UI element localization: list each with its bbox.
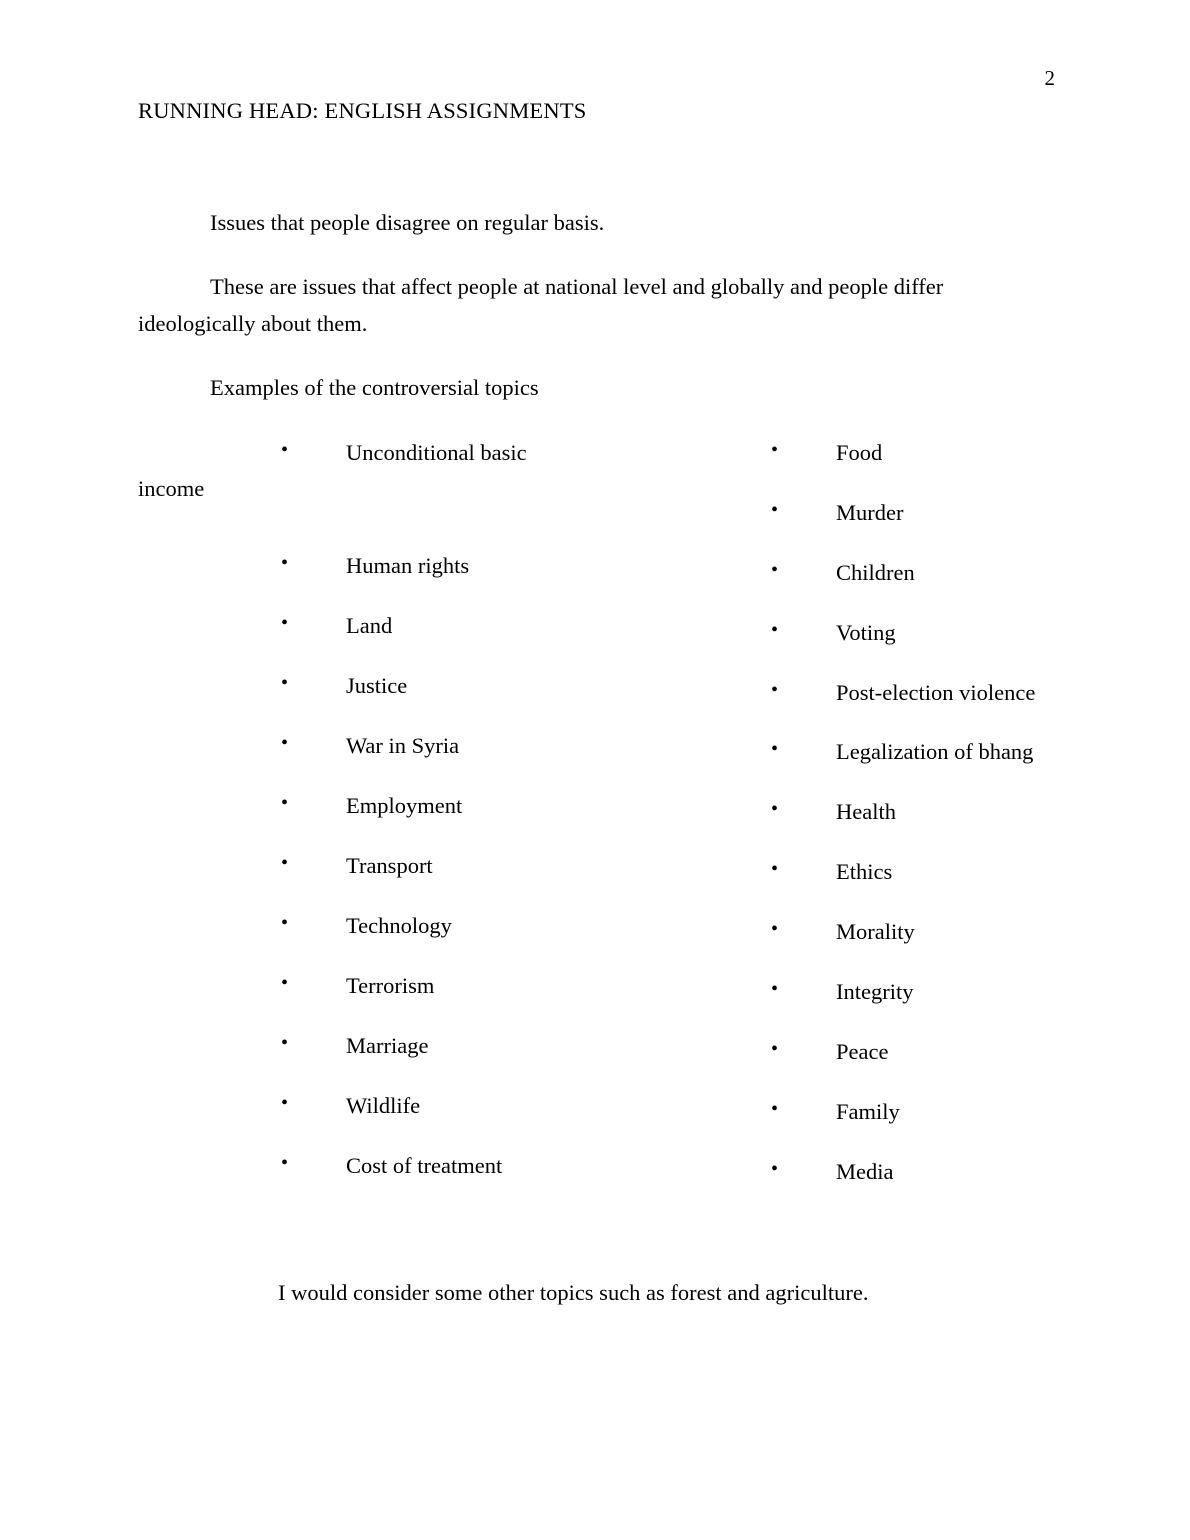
list-item-label: Justice — [346, 673, 408, 699]
bullet-icon: • — [281, 851, 289, 874]
bullet-icon: • — [771, 618, 779, 641]
list-item — [278, 848, 758, 884]
list-item — [278, 668, 758, 704]
bullet-icon: • — [771, 438, 779, 461]
list-item — [768, 675, 1190, 711]
list-item — [138, 435, 758, 501]
page-number: 2 — [1044, 66, 1055, 90]
bullet-icon: • — [771, 978, 779, 1001]
list-item — [768, 854, 1190, 890]
list-item-label: Health — [836, 799, 896, 825]
list-item-label: Ethics — [836, 859, 893, 885]
list-item — [278, 1088, 758, 1124]
bullet-icon: • — [771, 1158, 779, 1180]
paragraph-closing: I would consider some other topics such as forest and agriculture. — [278, 1280, 869, 1305]
list-item — [278, 548, 758, 584]
bullet-icon: • — [771, 918, 779, 941]
list-item-label: Transport — [346, 852, 433, 878]
list-item-label: Cost of treatment — [346, 1152, 503, 1178]
bullet-icon: • — [771, 858, 779, 881]
list-item — [768, 794, 1190, 830]
bullet-icon: • — [281, 911, 289, 934]
list-item — [278, 908, 758, 944]
list-item-label: Murder — [836, 499, 904, 525]
list-item — [278, 968, 758, 1004]
bullet-icon: • — [771, 498, 779, 521]
bullet-icon: • — [281, 612, 289, 635]
list-item-label: Food — [836, 439, 883, 465]
list-item — [768, 615, 1190, 651]
paragraph-intro-3: Examples of the controversial topics — [210, 375, 539, 401]
list-item-label: Unconditional basic — [346, 439, 527, 465]
list-item-label: Media — [836, 1159, 894, 1184]
bullet-icon: • — [281, 971, 289, 994]
list-item-label: Employment — [346, 792, 463, 818]
list-item-label-wrap: income — [138, 475, 205, 501]
list-item — [768, 1154, 1190, 1190]
bullet-list-left — [138, 435, 758, 1184]
list-item-label: Peace — [836, 1039, 889, 1065]
list-item-label: Wildlife — [346, 1092, 421, 1118]
list-item-label: Terrorism — [346, 972, 435, 998]
bullet-column-right — [768, 435, 1190, 1214]
bullet-icon: • — [281, 672, 289, 695]
list-item-label: Morality — [836, 919, 915, 945]
bullet-icon: • — [281, 732, 289, 754]
list-item-label: Land — [346, 613, 393, 639]
list-item — [768, 974, 1190, 1010]
bullet-icon: • — [281, 552, 289, 575]
document-body — [138, 205, 1055, 1184]
list-item — [278, 788, 758, 824]
list-item — [278, 608, 758, 644]
bullet-icon: • — [771, 1038, 779, 1061]
list-item — [768, 555, 1190, 591]
bullet-icon: • — [771, 558, 779, 581]
bullet-icon: • — [771, 738, 779, 761]
list-item — [768, 1034, 1190, 1070]
bullet-icon: • — [771, 678, 779, 701]
bullet-list-right — [768, 435, 1190, 1191]
bullet-icon: • — [281, 791, 289, 814]
bullet-icon: • — [281, 1151, 289, 1174]
list-item-label: Marriage — [346, 1032, 429, 1058]
list-item — [768, 435, 1190, 471]
list-item — [768, 1094, 1190, 1130]
list-item-label: Integrity — [836, 979, 914, 1005]
list-item — [278, 1028, 758, 1064]
paragraph-intro-1: Issues that people disagree on regular basis. — [210, 210, 605, 235]
paragraph-intro-2: These are issues that affect people at national level and globally and people differ ideologically about them. — [138, 274, 944, 336]
list-item — [278, 728, 758, 764]
list-item-label: Legalization of bhang — [836, 739, 1034, 765]
bullet-icon: • — [281, 438, 289, 461]
list-item-label: War in Syria — [346, 733, 460, 758]
list-item-label: Technology — [346, 912, 452, 938]
bullet-icon: • — [771, 1098, 779, 1121]
list-item-label: Human rights — [346, 553, 470, 579]
list-item — [768, 495, 1190, 531]
list-item-label: Voting — [836, 619, 896, 645]
bullet-column-left — [138, 435, 758, 1208]
list-item-label: Post-election violence — [836, 679, 1036, 705]
bullet-icon: • — [281, 1031, 289, 1054]
running-head: RUNNING HEAD: ENGLISH ASSIGNMENTS — [138, 98, 587, 123]
bullet-icon: • — [771, 798, 779, 821]
list-item — [278, 1148, 758, 1184]
list-item — [768, 914, 1190, 950]
list-item-label: Children — [836, 559, 915, 585]
list-item-label: Family — [836, 1099, 900, 1125]
bullet-icon: • — [281, 1091, 289, 1114]
list-item — [768, 734, 1190, 770]
